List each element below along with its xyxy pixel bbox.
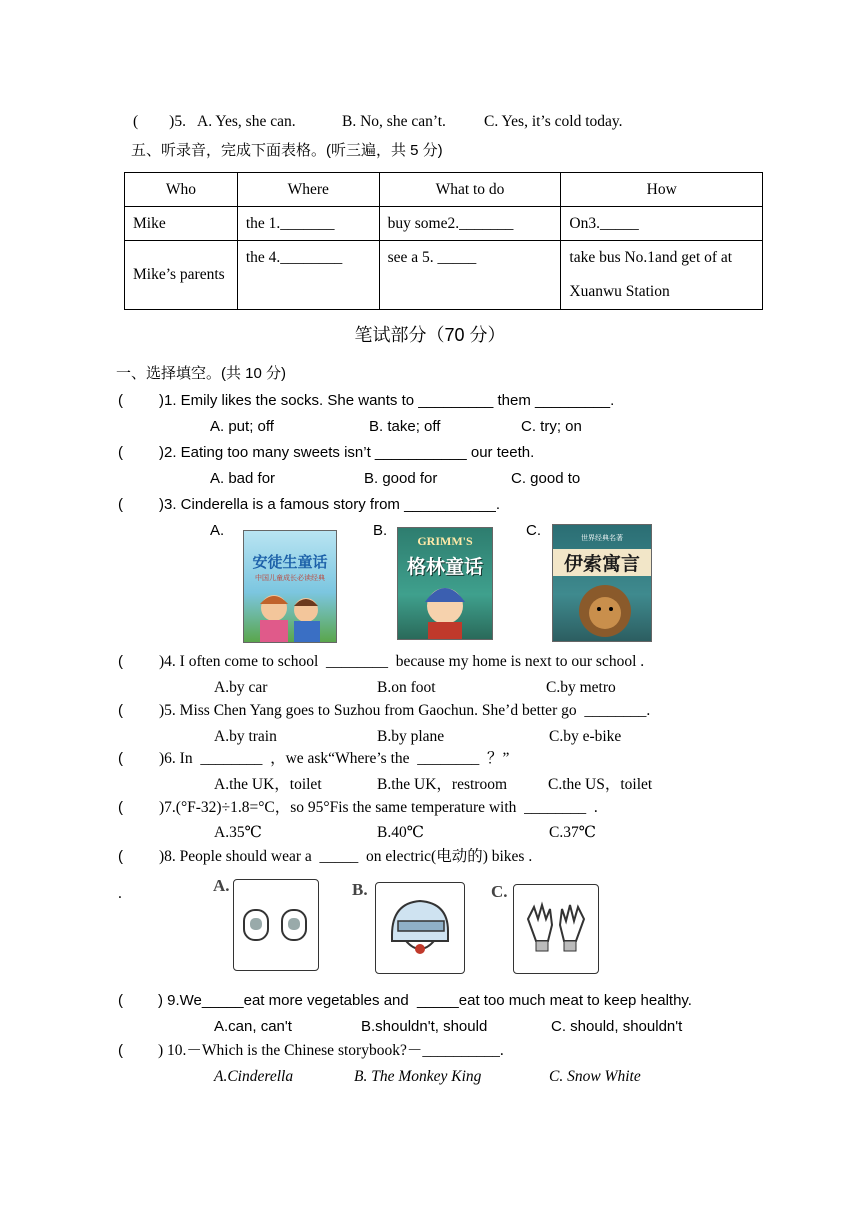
option-c: C.37℃: [549, 824, 597, 841]
option-b: B. good for: [364, 470, 438, 487]
table-header-cell: What to do: [379, 173, 561, 207]
question-paren: (: [118, 799, 123, 816]
written-part-title: 笔试部分（70 分）: [354, 325, 506, 345]
option-b: B.by plane: [377, 728, 445, 745]
question-paren: (: [118, 653, 123, 670]
option-c: C. try; on: [521, 418, 582, 435]
option-a: A.by train: [214, 728, 277, 745]
option-c: C. should, shouldn't: [551, 1018, 683, 1035]
section5-heading: 五、听录音，完成下面表格。(听三遍，共 5 分): [131, 142, 443, 159]
option-c: C.the US，toilet: [548, 776, 653, 793]
question-paren: (: [118, 848, 123, 865]
question-stem: ) 9.We_____eat more vegetables and _____eat too much meat to keep healthy.: [158, 992, 692, 1009]
question-stem: ) 10.－Which is the Chinese storybook?－__________.: [158, 1042, 504, 1059]
gloves-picture: [513, 884, 599, 974]
question-paren: (: [118, 496, 123, 513]
question-paren: (: [118, 702, 123, 719]
question-paren: (: [118, 1042, 123, 1059]
listening-q5-option-b: B. No, she can’t.: [342, 113, 446, 130]
listening-table: [124, 172, 763, 310]
table-row: [125, 241, 763, 310]
table-header-cell: Who: [125, 173, 238, 207]
book-a-title: 安徒生童话: [252, 554, 328, 571]
book-a-subtitle: 中国儿童成长必读经典: [255, 575, 325, 582]
option-b: B.: [373, 522, 388, 539]
table-cell: Mike’s parents: [125, 241, 238, 310]
table-cell: buy some2._______: [379, 207, 561, 241]
question-stem: )2. Eating too many sweets isn’t ___________ our teeth.: [159, 444, 535, 461]
table-cell: On3._____: [561, 207, 763, 241]
book-c-title: 伊索寓言: [553, 549, 651, 576]
book-b-top: GRIMM'S: [417, 534, 473, 548]
option-c: C. good to: [511, 470, 581, 487]
option-a: A.by car: [214, 679, 268, 696]
option-b: B.on foot: [377, 679, 436, 696]
table-cell: take bus No.1and get of at Xuanwu Station: [561, 241, 763, 310]
table-row: [125, 207, 763, 241]
option-b: B. take; off: [369, 418, 441, 435]
book-b-title: 格林童话: [406, 557, 483, 578]
helmet-icon: [376, 883, 464, 973]
option-a: A.35℃: [214, 824, 262, 841]
question-paren: (: [118, 992, 123, 1009]
book-c-top: 世界经典名著: [581, 535, 623, 542]
table-header-row: [125, 173, 763, 207]
stray-dot: .: [118, 885, 122, 902]
option-a: A.can, can't: [214, 1018, 292, 1035]
grimm-book-cover: [397, 527, 493, 640]
cartoon-children-illustration: [244, 586, 336, 642]
listening-q5-option-a: A. Yes, she can.: [197, 113, 296, 130]
aesop-book-cover: [552, 524, 652, 642]
question-stem: )8. People should wear a _____ on electric(电动的) bikes .: [159, 848, 533, 865]
option-c: C.: [491, 882, 508, 901]
option-a: A. bad for: [210, 470, 276, 487]
listening-q5-option-c: C. Yes, it’s cold today.: [484, 113, 623, 130]
table-header-cell: Where: [237, 173, 379, 207]
knee-pads-icon: [234, 880, 318, 970]
table-cell: the 1._______: [237, 207, 379, 241]
option-b: B.40℃: [377, 824, 425, 841]
helmet-picture: [375, 882, 465, 974]
question-stem: )7.(°F-32)÷1.8=°C，so 95°Fis the same temperature with ________ .: [159, 799, 598, 816]
option-c: C.: [526, 522, 541, 539]
question-stem: )4. I often come to school ________ because my home is next to our school .: [159, 653, 645, 670]
question-stem: )6. In ________ ，we ask“Where’s the ________ ？”: [159, 750, 510, 767]
question-paren: (: [118, 444, 123, 461]
table-cell: Mike: [125, 207, 238, 241]
table-cell: the 4.________: [237, 241, 379, 310]
option-b: B. The Monkey King: [354, 1068, 482, 1085]
cartoon-character-illustration: [398, 578, 492, 639]
option-a: A.: [213, 876, 230, 895]
knee-pads-picture: [233, 879, 319, 971]
question-stem: )5. Miss Chen Yang goes to Suzhou from Gaochun. She’d better go ________.: [159, 702, 651, 719]
question-stem: )1. Emily likes the socks. She wants to _________ them _________.: [159, 392, 615, 409]
option-b: B.the UK，restroom: [377, 776, 508, 793]
option-a: A.the UK，toilet: [214, 776, 322, 793]
option-c: C.by metro: [546, 679, 616, 696]
gloves-icon: [514, 885, 598, 973]
question-paren: (: [118, 392, 123, 409]
option-a: A.Cinderella: [214, 1068, 294, 1085]
andersen-book-cover: [243, 530, 337, 643]
question-stem: )3. Cinderella is a famous story from ___________.: [159, 496, 501, 513]
option-c: C.by e-bike: [549, 728, 622, 745]
table-cell: see a 5. _____: [379, 241, 561, 310]
lion-illustration: [553, 577, 651, 641]
listening-q5-paren: ( )5.: [133, 113, 186, 130]
option-b: B.shouldn't, should: [361, 1018, 488, 1035]
question-paren: (: [118, 750, 123, 767]
option-c: C. Snow White: [549, 1068, 641, 1085]
section1-heading: 一、选择填空。(共 10 分): [116, 365, 287, 382]
option-a: A. put; off: [210, 418, 274, 435]
option-a: A.: [210, 522, 225, 539]
table-header-cell: How: [561, 173, 763, 207]
option-b: B.: [352, 880, 368, 899]
